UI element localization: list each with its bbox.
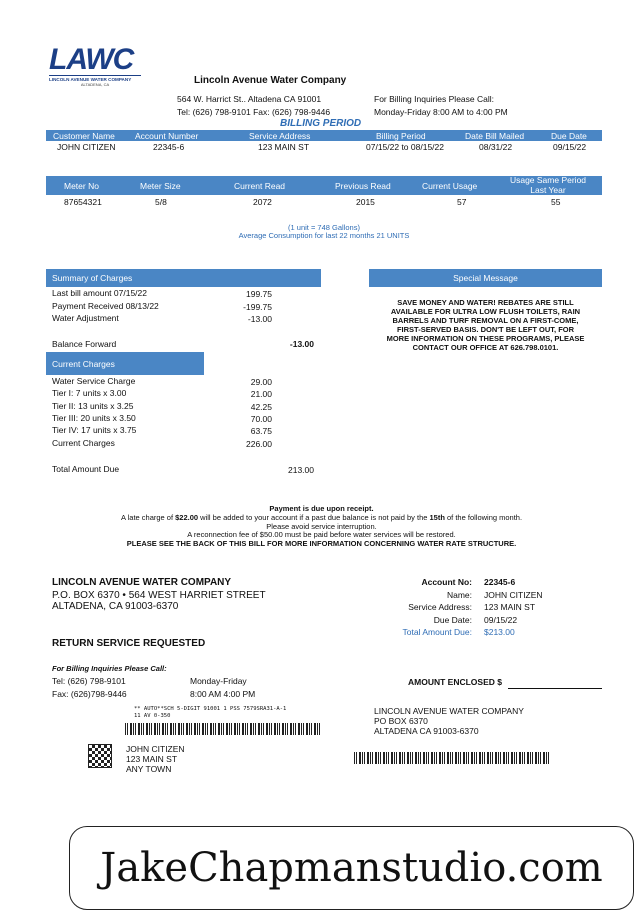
late-day: 15th [429,513,445,522]
remit-address-1: LINCOLN AVENUE WATER COMPANY [374,706,524,716]
office-hours: Monday-Friday 8:00 AM to 4:00 PM [374,107,508,117]
header-customer-name: Customer Name [53,131,115,141]
special-message-line: FIRST-SERVED BASIS. DON'T BE LEFT OUT, FOR [396,325,575,334]
customer-address-3: ANY TOWN [126,764,172,774]
header-due-date: Due Date [551,131,587,141]
watermark-text: JakeChapmanstudio.com [100,845,603,891]
summary-header [46,269,321,287]
reconnection-notice: A reconnection fee of $50.00 must be paid before water services will be restored. [187,530,456,539]
stub-hours: 8:00 AM 4:00 PM [190,689,256,699]
balance-forward-label: Balance Forward [52,339,117,349]
meter-number: 87654321 [64,197,102,207]
charge-row-label: Tier II: 13 units x 3.25 [52,400,134,411]
charge-row-label: Tier III: 20 units x 3.50 [52,412,136,423]
stub-field-label: Account No: [421,577,472,587]
header-meter-no: Meter No [64,181,99,191]
current-charges-header [46,352,204,375]
header-billing-period: Billing Period [376,131,426,141]
summary-row-label: Water Adjustment [52,313,119,323]
remit-address-3: ALTADENA CA 91003-6370 [374,726,479,736]
meter-size: 5/8 [155,197,167,207]
stub-days: Monday-Friday [190,676,247,686]
special-message-header [369,269,602,287]
company-address: 564 W. Harrict St.. Altadena CA 91001 [177,94,322,104]
due-date: 09/15/22 [553,142,587,152]
special-message-title: Special Message [453,273,518,283]
account-table-header [46,130,602,141]
company-phones: Tel: (626) 798-9101 Fax: (626) 798-9446 [177,107,331,117]
header-previous-read: Previous Read [335,181,391,191]
late-amount: $22.00 [175,513,199,522]
summary-row-label: Payment Received 08/13/22 [52,300,159,311]
stub-field-label: Due Date: [433,614,472,625]
stub-field-value: 123 MAIN ST [484,602,536,612]
watermark-box [69,826,634,910]
previous-read: 2015 [356,197,375,207]
amount-enclosed-label: AMOUNT ENCLOSED $ [408,677,502,687]
charge-row-label: Tier IV: 17 units x 3.75 [52,425,137,436]
qr-code [88,744,112,768]
meter-table-header [46,176,602,195]
charge-row-value: 63.75 [250,426,272,437]
header-current-usage: Current Usage [422,181,478,191]
header-date-bill-mailed: Date Bill Mailed [465,131,525,141]
header-usage-last-year: Usage Same Period Last Year [509,175,587,195]
stub-address-1: P.O. BOX 6370 • 564 WEST HARRIET STREET [52,590,266,601]
summary-row-value: -199.75 [243,301,272,312]
rate-structure-notice: PLEASE SEE THE BACK OF THIS BILL FOR MORE INFORMATION CONCERNING WATER RATE STRUCTURE. [126,539,517,548]
header-account-number: Account Number [135,131,199,141]
customer-address-2: 123 MAIN ST [126,754,178,764]
late-post: of the following month. [444,513,523,522]
balance-forward-value: -13.00 [289,339,314,349]
special-message-line: SAVE MONEY AND WATER! REBATES ARE STILL [397,298,574,307]
billing-inquiries: For Billing Inquiries Please Call: [374,94,494,104]
current-usage: 57 [457,197,467,207]
late-mid: will be added to your account if a past due balance is not paid by the [198,513,430,522]
mail-code-2: 11 AV 0-350 [134,713,171,719]
late-pre: A late charge of [120,513,176,522]
return-service-requested: RETURN SERVICE REQUESTED [52,638,206,649]
current-read: 2072 [253,197,272,207]
summary-row-label: Last bill amount 07/15/22 [52,288,147,298]
stub-fax: Fax: (626)798-9446 [52,689,127,699]
charge-row-value: 42.25 [250,401,272,412]
unit-note: (1 unit = 748 Gallons) [288,223,360,232]
total-amount-due-value: 213.00 [288,465,314,475]
mail-code-1: ** AUTO**SCH 5-DIGIT 91001 1 PSS 7579SRA31-A-1 [134,706,287,712]
postal-barcode-left [125,723,320,735]
payment-due-notice: Payment is due upon receipt. [269,504,374,513]
stub-field-value: 22345-6 [484,577,516,587]
customer-address-1: JOHN CITIZEN [126,744,185,754]
remit-address-2: PO BOX 6370 [374,716,428,726]
special-message-line: MORE INFORMATION ON THESE PROGRAMS, PLEASE [386,334,585,343]
customer-name: JOHN CITIZEN [57,142,116,152]
billing-period: 07/15/22 to 08/15/22 [366,142,444,152]
average-consumption: Average Consumption for last 22 months 21 UNITS [238,231,410,240]
special-message-line: AVAILABLE FOR ULTRA LOW FLUSH TOILETS, RAIN [390,307,581,316]
charge-row-value: 226.00 [246,438,272,449]
special-message-line: CONTACT OUR OFFICE AT 626.798.0101. [412,343,559,352]
logo-location: ALTADENA, CA [80,82,110,87]
usage-last-year: 55 [551,197,561,207]
charge-row-value: 29.00 [250,377,272,387]
summary-row-value: 199.75 [246,289,272,299]
stub-address-2: ALTADENA, CA 91003-6370 [52,601,179,612]
header-current-read: Current Read [234,181,286,191]
amount-enclosed-line[interactable] [508,688,602,689]
logo-subtitle: LINCOLN AVENUE WATER COMPANY [49,75,141,82]
service-address: 123 MAIN ST [258,142,310,152]
billing-period-title: BILLING PERIOD [280,118,362,129]
logo-wordmark: LAWC [49,43,134,76]
stub-field-label: Name: [446,589,472,600]
summary-row-value: -13.00 [247,314,272,324]
company-name: Lincoln Avenue Water Company [194,75,347,86]
charge-row-label: Water Service Charge [52,376,136,386]
header-service-address: Service Address [249,131,311,141]
stub-field-value: JOHN CITIZEN [484,589,543,600]
late-charge-notice [0,513,643,522]
summary-title: Summary of Charges [52,273,133,283]
charge-row-value: 21.00 [250,389,272,400]
company-logo [49,45,141,87]
stub-inquiries: For Billing Inquiries Please Call: [52,664,167,673]
special-message-line: BARRELS AND TURF REMOVAL ON A FIRST-COME, [392,316,579,325]
postal-barcode-right [354,752,550,764]
charge-row-label: Current Charges [52,437,115,448]
stub-company: LINCOLN AVENUE WATER COMPANY [52,577,232,588]
stub-field-label: Total Amount Due: [402,627,472,637]
charge-row-label: Tier I: 7 units x 3.00 [52,388,127,399]
stub-field-value: 09/15/22 [484,614,518,625]
account-number: 22345-6 [153,142,185,152]
total-amount-due-label: Total Amount Due [52,464,120,474]
current-charges-title: Current Charges [52,359,115,369]
stub-field-value: $213.00 [484,627,515,637]
stub-field-label: Service Address: [408,602,472,612]
stub-tel: Tel: (626) 798-9101 [52,676,126,686]
date-bill-mailed: 08/31/22 [479,142,513,152]
charge-row-value: 70.00 [250,413,272,424]
interruption-notice: Please avoid service interruption. [266,522,377,531]
header-meter-size: Meter Size [140,181,181,191]
